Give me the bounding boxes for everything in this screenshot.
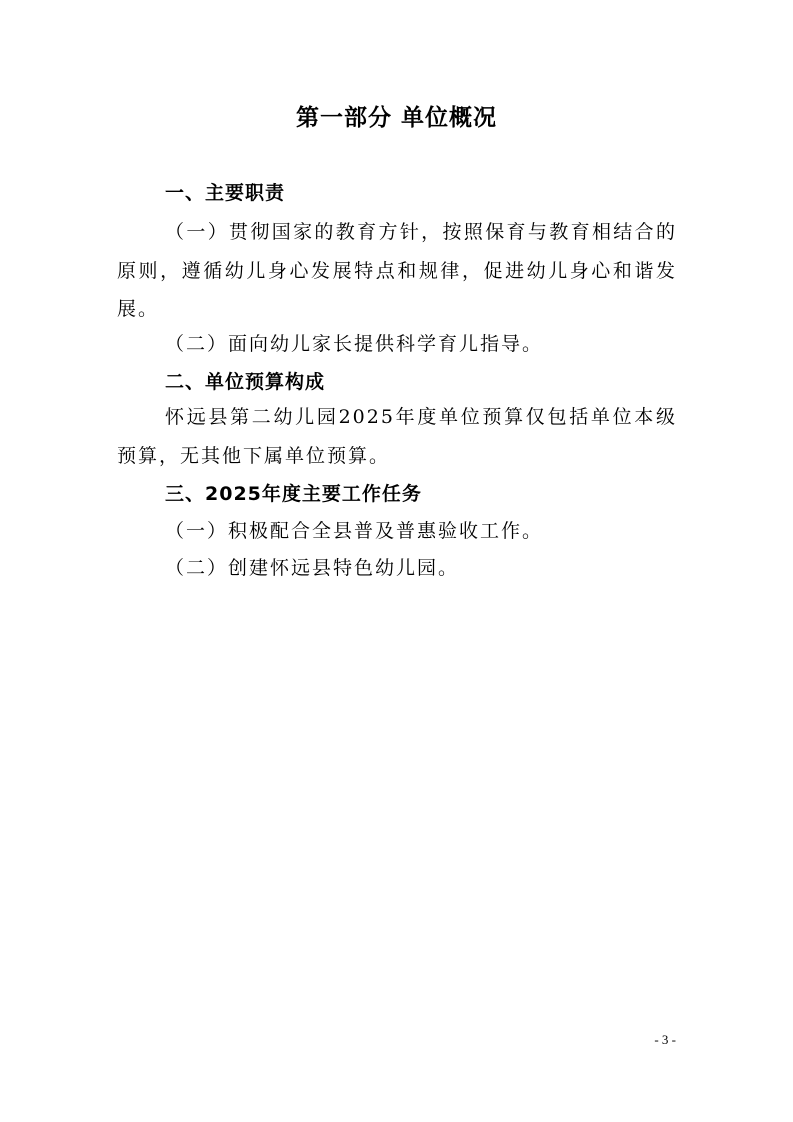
- page-title: 第一部分 单位概况: [295, 105, 497, 131]
- section-heading-main-tasks: 三、2025年度主要工作任务: [165, 483, 422, 505]
- section-heading-budget-composition: 二、单位预算构成: [165, 371, 326, 393]
- paragraph-budget-composition: 怀远县第二幼儿园2025年度单位预算仅包括单位本级预算，无其他下属单位预算。: [117, 406, 677, 467]
- paragraph-task-2: （二）创建怀远县特色幼儿园。: [165, 557, 460, 579]
- section-heading-main-duties: 一、主要职责: [165, 182, 286, 204]
- paragraph-duty-1: （一）贯彻国家的教育方针，按照保育与教育相结合的原则，遵循幼儿身心发展特点和规律，促进幼儿身心和谐发展。: [117, 221, 677, 320]
- paragraph-duty-2: （二）面向幼儿家长提供科学育儿指导。: [165, 333, 544, 355]
- page-number: - 3 -: [654, 1032, 676, 1047]
- paragraph-task-1: （一）积极配合全县普及普惠验收工作。: [165, 520, 544, 542]
